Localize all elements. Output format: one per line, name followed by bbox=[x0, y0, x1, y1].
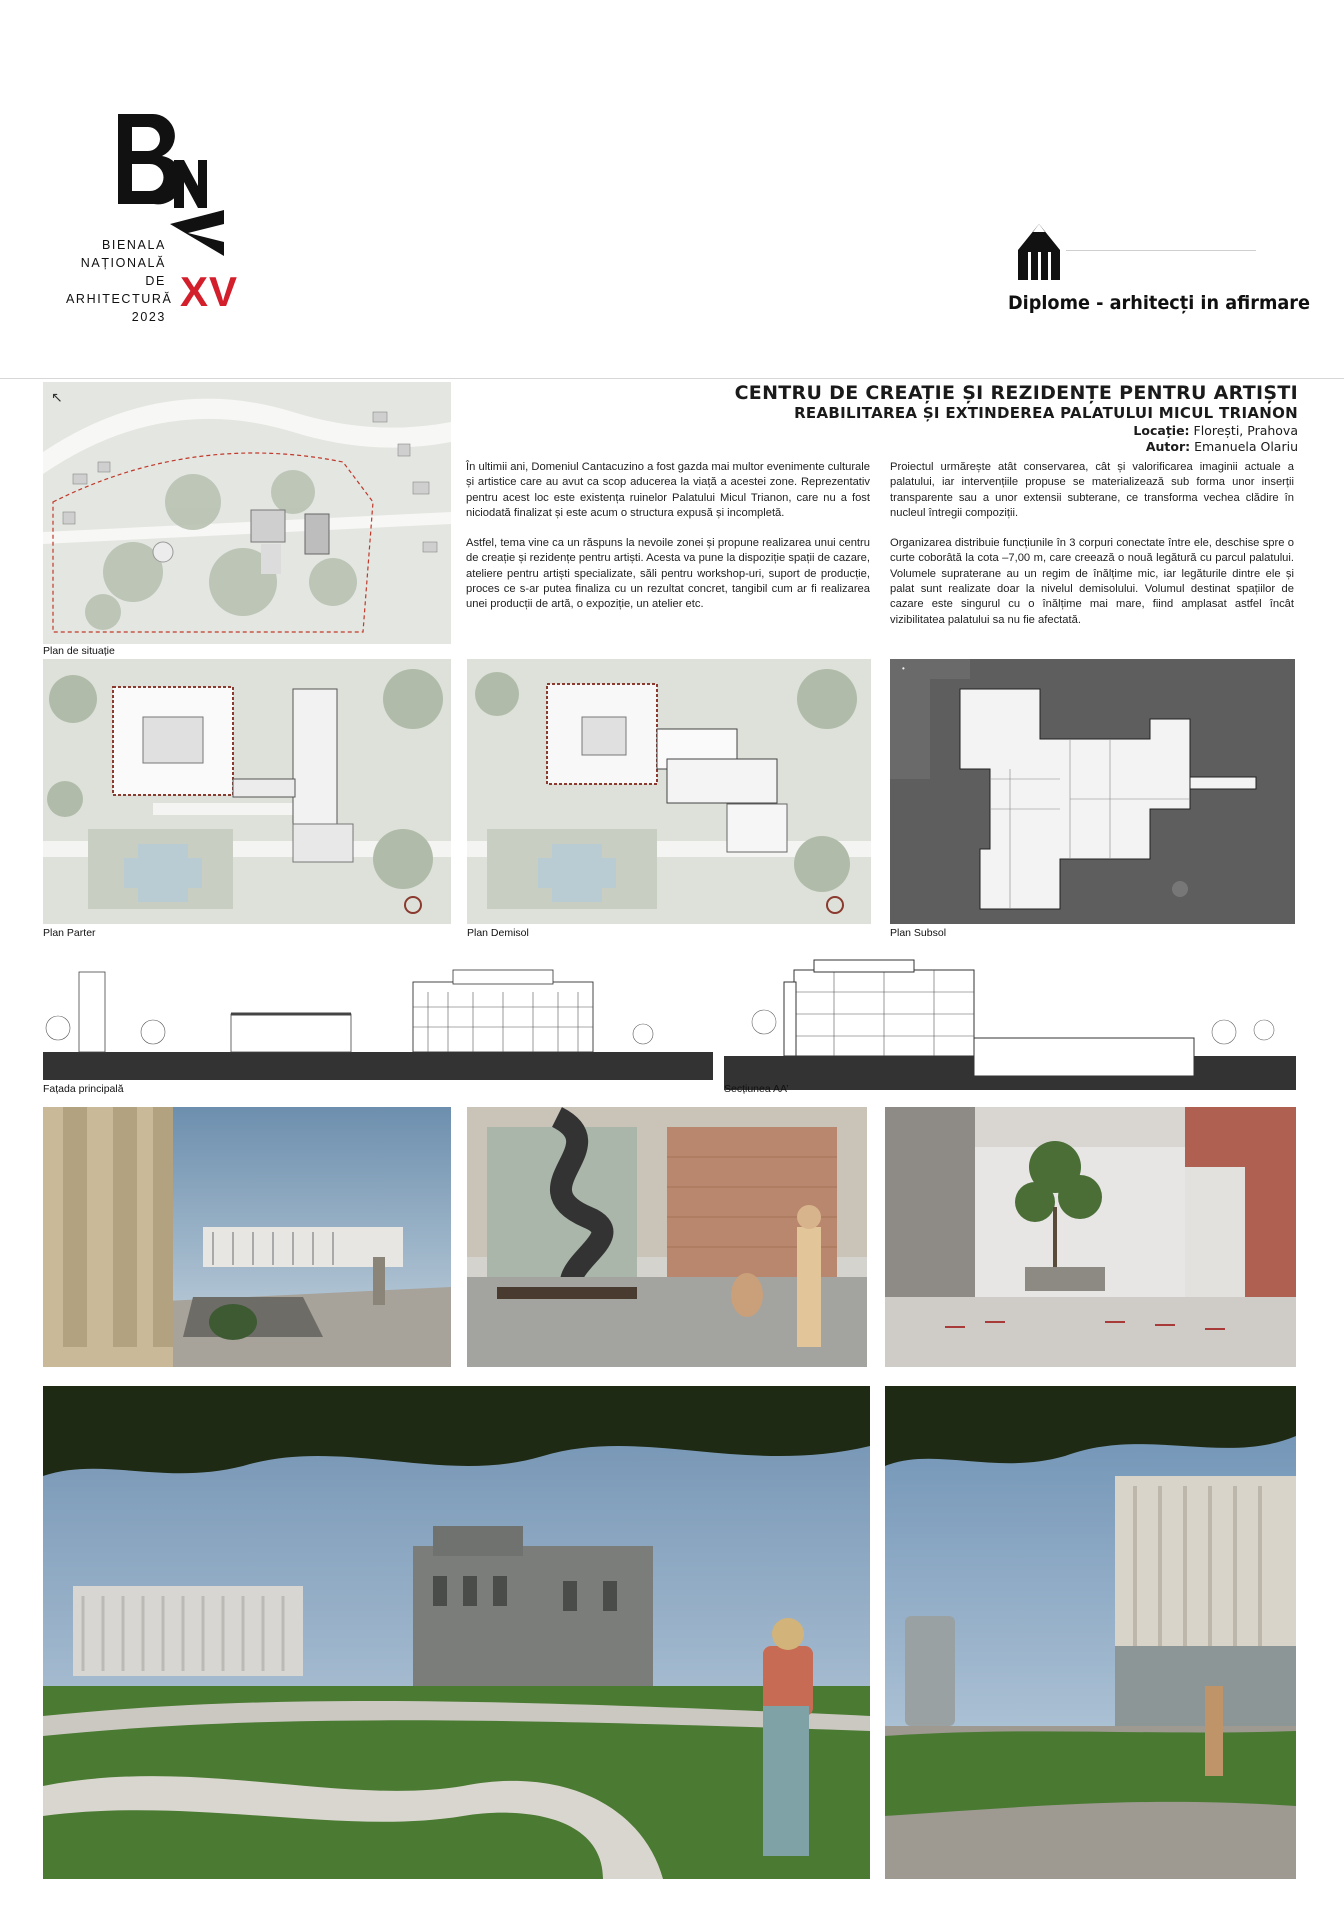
subbasement-caption: Plan Subsol bbox=[890, 927, 947, 939]
palace-park-render bbox=[43, 1386, 870, 1879]
author-value: Emanuela Olariu bbox=[1194, 439, 1298, 454]
svg-text:↖: ↖ bbox=[51, 390, 63, 406]
logo-subtitle-line: ARHITECTURĂ bbox=[66, 292, 173, 306]
exterior-terrace-render bbox=[43, 1107, 451, 1367]
interior-staircase-render bbox=[467, 1107, 867, 1367]
logo-subtitle-line: 2023 bbox=[131, 310, 166, 324]
logo-subtitle-line: BIENALA bbox=[101, 238, 166, 252]
subbasement-plan bbox=[890, 659, 1295, 924]
location-label: Locație: bbox=[1133, 423, 1190, 438]
author-label: Autor: bbox=[1145, 439, 1191, 454]
svg-text:•: • bbox=[902, 664, 905, 673]
project-title: CENTRU DE CREAȚIE ȘI REZIDENȚE PENTRU ARTIȘTI bbox=[734, 382, 1298, 404]
site-plan-drawing bbox=[43, 382, 451, 644]
ground-floor-plan bbox=[43, 659, 451, 924]
logo-subtitle-line: NAȚIONALĂ bbox=[80, 256, 166, 270]
author-line bbox=[1146, 439, 1298, 454]
ground-floor-caption: Plan Parter bbox=[43, 927, 96, 939]
description-left bbox=[466, 460, 870, 628]
description-paragraph: Proiectul urmărește atât conservarea, cât și valorificarea imaginii actuale a palatului, iar intervențiile propuse se materializează sub forma unor inserții transparente sau a unor extensii subterane, ce transforma vechea clădire în nucleul întregii compoziții. bbox=[890, 461, 1294, 519]
section-aa-caption: Secțiunea AA’ bbox=[724, 1083, 789, 1095]
location-line bbox=[1133, 423, 1298, 438]
description-paragraph: Astfel, tema vine ca un răspuns la nevoile zonei și propune realizarea unui centru de creație și rezidențe pentru artiști. Acesta va pune la dispoziție spații de cazare, ateliere pentru artiști specializate, săli pentru workshop-uri, suport de producție, proces ce s-ar putea finaliza cu un rezultat concret, tangibil cum ar fi realizarea unei producții de artă, o expoziție, un atelier etc. bbox=[466, 537, 870, 611]
location-value: Florești, Prahova bbox=[1193, 423, 1298, 438]
basement-plan bbox=[467, 659, 871, 924]
site-plan-caption: Plan de situație bbox=[43, 645, 115, 657]
diploma-badge bbox=[1008, 222, 1311, 322]
header-divider bbox=[0, 378, 1344, 379]
diploma-label: Diplome - arhitecți in afirmare bbox=[1008, 292, 1311, 314]
project-subtitle: REABILITAREA ȘI EXTINDEREA PALATULUI MICUL TRIANON bbox=[794, 404, 1298, 422]
description-paragraph: În ultimii ani, Domeniul Cantacuzino a fost gazda mai multor evenimente culturale și artistice care au avut ca scop aducerea la viață a acestei zone. Reprezentativ pentru acest loc este existența ruinelor Palatului Micul Trianon, care nu a fost niciodată finalizat și este acum o structura expusă și incompletă. bbox=[466, 461, 870, 519]
courtyard-render bbox=[885, 1107, 1296, 1367]
bna-logo bbox=[66, 108, 292, 348]
main-facade-drawing bbox=[43, 952, 713, 1080]
description-paragraph: Organizarea distribuie funcțiunile în 3 corpuri conectate între ele, deschise spre o curte coborâtă la cota –7,00 m, care creează o nouă legătură cu parcul palatului. Volumele supraterane au un regim de înălțime mic, iar legăturile dintre ele și palat sunt realizate doar la nivelul demisolului. Volumul destinat spațiilor de cazare este singurul cu o înălțime mai mare, fiind amplasat astfel încât vizibilitatea palatului sa nu fie afectată. bbox=[890, 537, 1294, 626]
main-facade-caption: Fațada principală bbox=[43, 1083, 124, 1095]
logo-edition: XV bbox=[180, 268, 239, 315]
tower-entrance-render bbox=[885, 1386, 1296, 1879]
description-right bbox=[890, 460, 1294, 643]
diploma-rule bbox=[1066, 250, 1256, 251]
pencil-house-icon bbox=[1014, 222, 1064, 284]
logo-subtitle-line: DE bbox=[145, 274, 166, 288]
basement-caption: Plan Demisol bbox=[467, 927, 529, 939]
logo-subtitle bbox=[66, 236, 173, 326]
section-aa-drawing bbox=[724, 952, 1296, 1090]
